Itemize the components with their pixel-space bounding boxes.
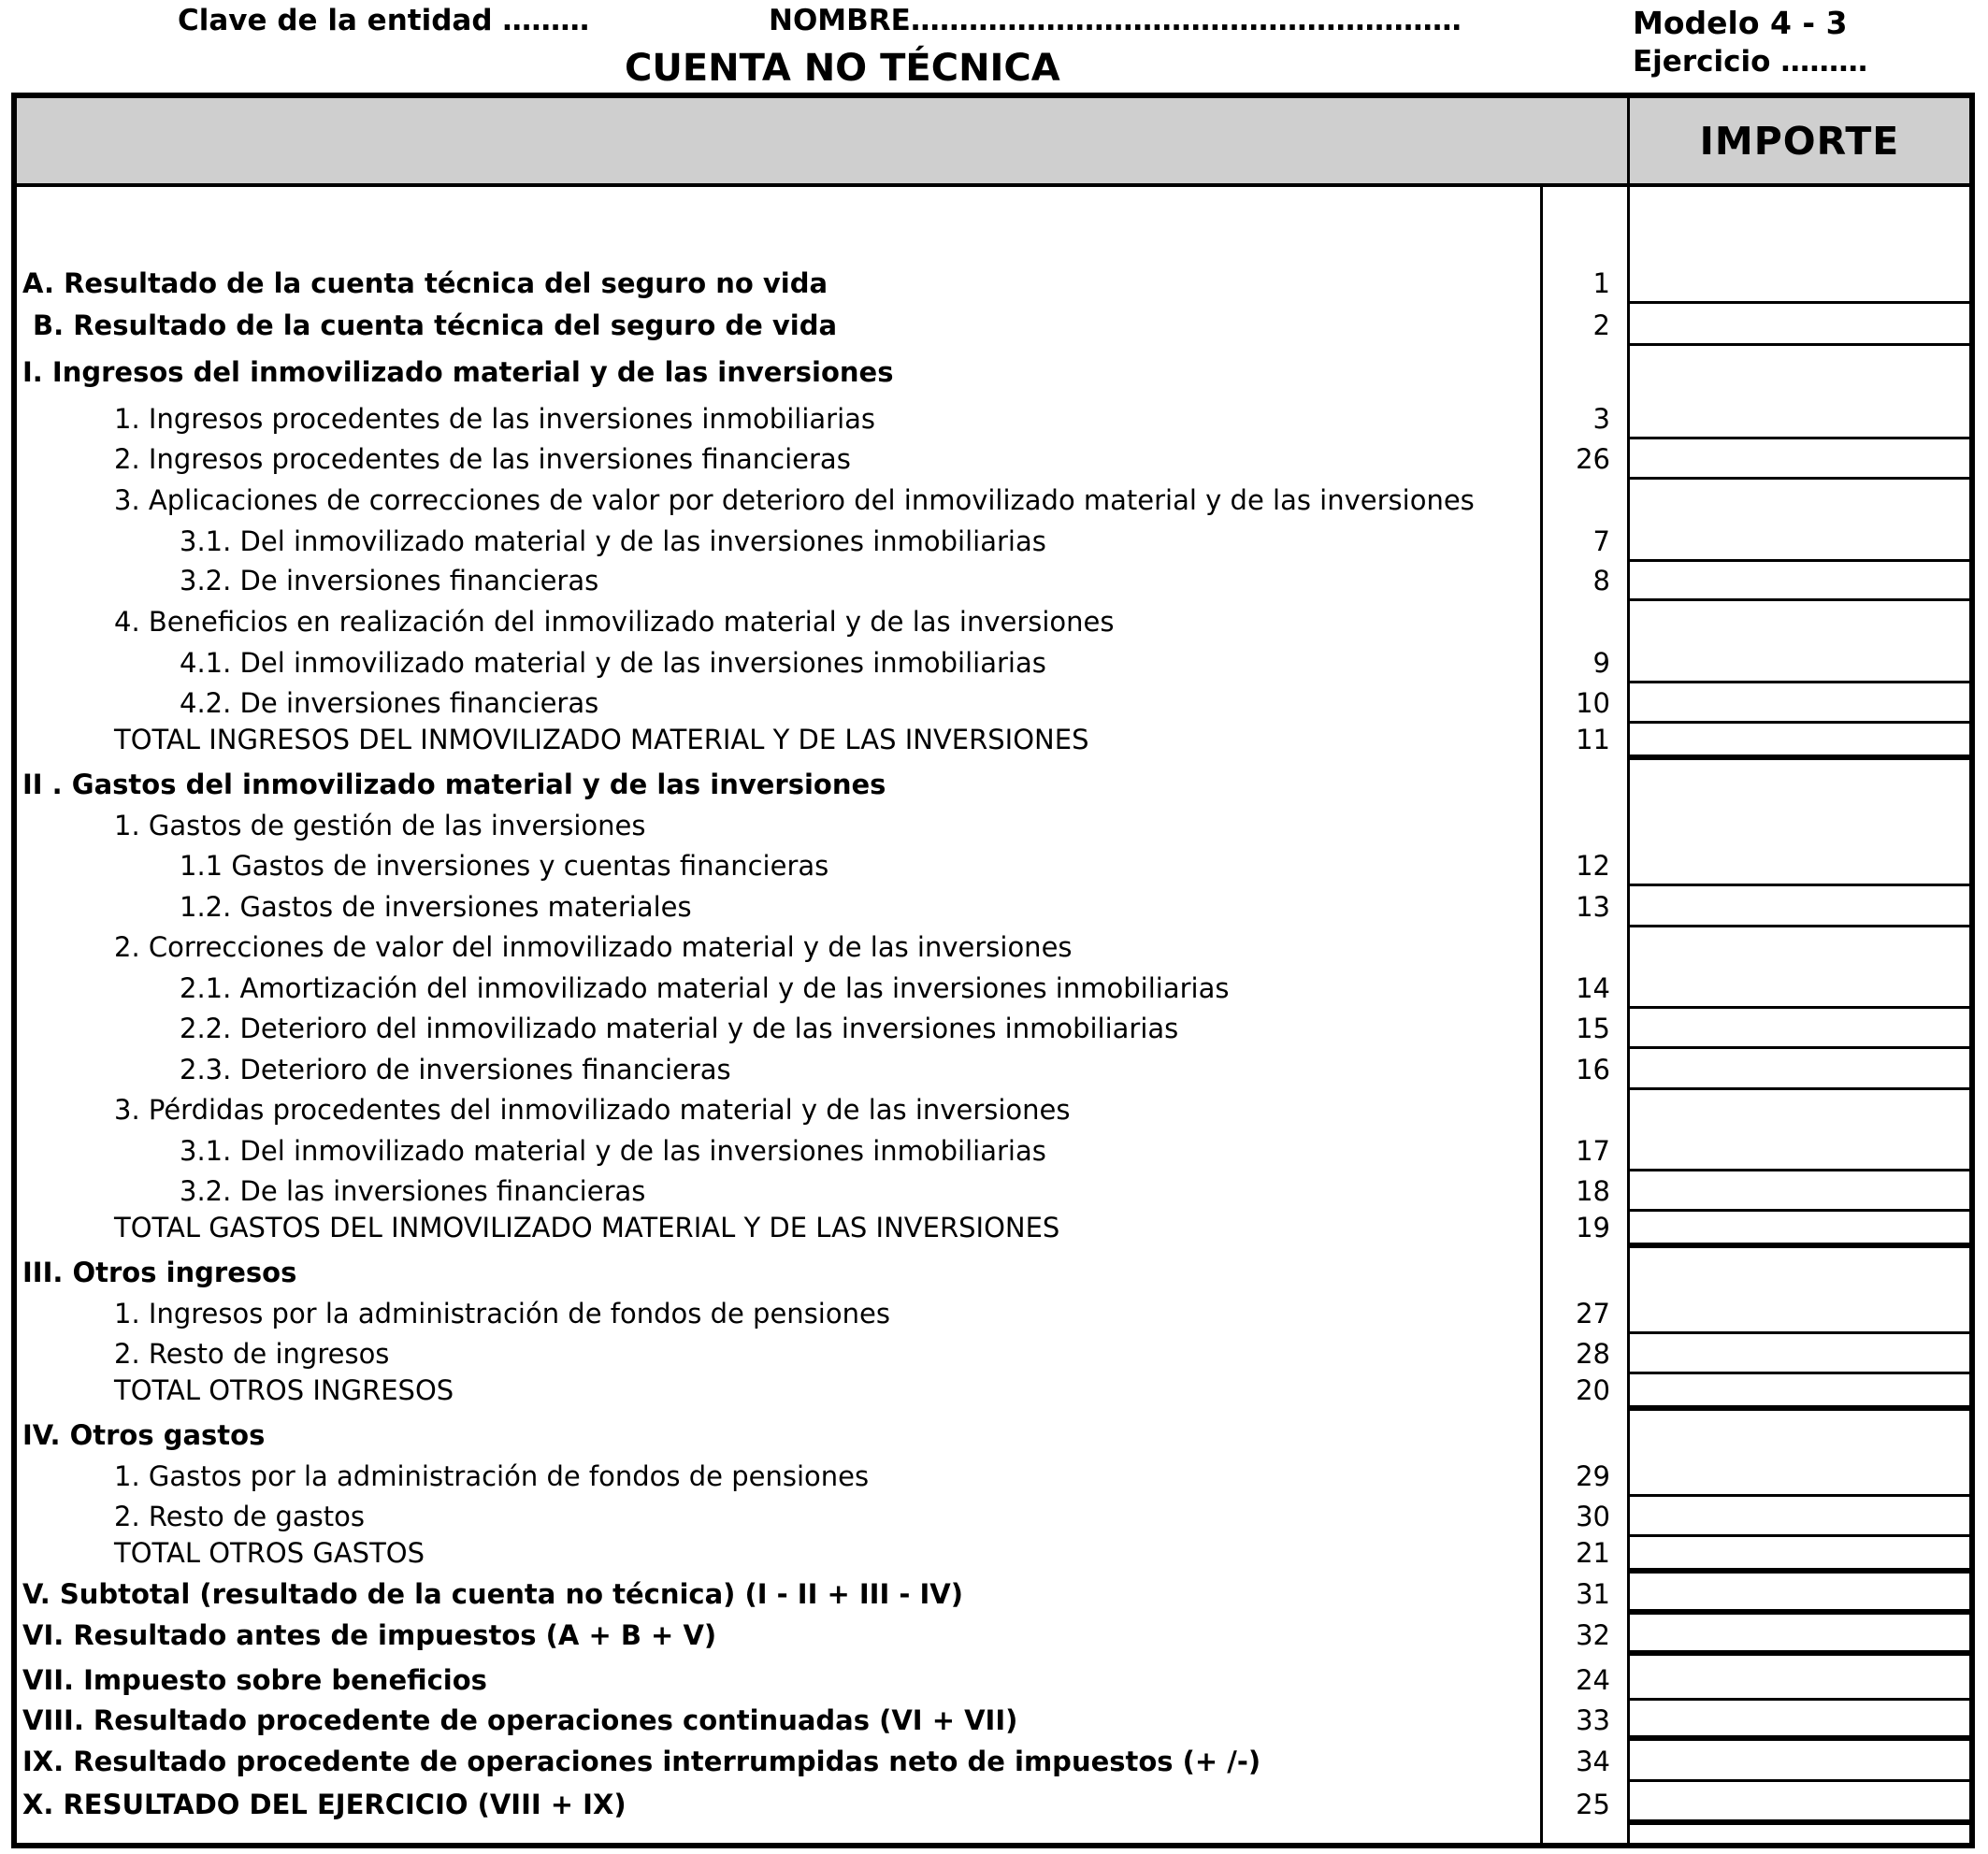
row-code: 10 [1576,687,1610,719]
row-code: 12 [1576,850,1610,882]
row-label: 1. Gastos por la administración de fondos de pensiones [114,1460,870,1492]
amount-input-cell[interactable] [1630,400,1969,439]
document-title: CUENTA NO TÉCNICA [625,47,1060,90]
row-label: 2.2. Deterioro del inmovilizado material y de las inversiones inmobiliarias [180,1013,1179,1044]
row-code: 15 [1576,1013,1610,1044]
table-row [17,346,1969,393]
table-row [17,846,1969,886]
table-row [17,521,1969,562]
amount-input-cell[interactable] [1630,1372,1969,1411]
row-code: 14 [1576,972,1610,1004]
table-row [17,1537,1969,1574]
table-row [17,1701,1969,1741]
entity-name-field: NOMBRE………………………………………………… [769,4,1462,37]
table-row [17,1497,1969,1537]
table-row [17,439,1969,480]
amount-input-cell[interactable] [1630,1335,1969,1374]
table-row [17,393,1969,439]
amount-input-cell[interactable] [1630,265,1969,304]
row-label: I. Ingresos del inmovilizado material y de las inversiones [22,356,894,388]
row-label: 1.1 Gastos de inversiones y cuentas financieras [180,850,829,882]
table-row [17,760,1969,805]
row-label: VIII. Resultado procedente de operaciones continuadas (VI + VII) [22,1704,1018,1736]
table-row [17,1293,1969,1334]
row-code: 33 [1576,1704,1610,1736]
row-label: 2.1. Amortización del inmovilizado material y de las inversiones inmobiliarias [180,972,1230,1004]
amount-input-cell[interactable] [1630,1702,1969,1741]
row-label: X. RESULTADO DEL EJERCICIO (VIII + IX) [22,1789,627,1820]
row-code: 20 [1576,1374,1610,1406]
amount-input-cell[interactable] [1630,1010,1969,1049]
table-row [17,1782,1969,1825]
table-row [17,1212,1969,1248]
row-label: 3.2. De las inversiones financieras [180,1175,646,1207]
table-row [17,724,1969,760]
table-row [17,304,1969,346]
fiscal-year-field: Ejercicio ……… [1633,45,1868,79]
row-code: 9 [1592,647,1610,679]
row-code: 8 [1592,565,1610,596]
row-label: 1. Gastos de gestión de las inversiones [114,810,646,841]
table-row [17,187,1969,304]
table-row [17,1615,1969,1656]
row-label: 1. Ingresos procedentes de las inversiones inmobiliarias [114,403,876,435]
row-label: 2. Resto de gastos [114,1501,365,1532]
row-code: 29 [1576,1460,1610,1492]
row-code: 11 [1576,724,1610,755]
amount-input-cell[interactable] [1630,644,1969,683]
row-label: IV. Otros gastos [22,1419,266,1451]
row-label: TOTAL OTROS INGRESOS [114,1374,454,1406]
row-label: TOTAL OTROS GASTOS [114,1537,425,1569]
row-label: V. Subtotal (resultado de la cuenta no técnica) (I - II + III - IV) [22,1578,963,1610]
table-row [17,562,1969,601]
amount-input-cell[interactable] [1630,1617,1969,1656]
row-code: 28 [1576,1338,1610,1370]
row-label: 4.2. De inversiones financieras [180,687,599,719]
row-label: 1.2. Gastos de inversiones materiales [180,891,692,923]
table-row [17,480,1969,521]
amount-column-header: IMPORTE [1699,118,1900,164]
row-code: 19 [1576,1212,1610,1243]
table-row [17,1248,1969,1293]
amount-input-cell[interactable] [1630,888,1969,927]
amount-input-cell[interactable] [1630,562,1969,601]
table-row [17,805,1969,846]
row-label: A. Resultado de la cuenta técnica del seguro no vida [22,267,828,299]
amount-input-cell[interactable] [1630,1132,1969,1171]
row-code: 32 [1576,1619,1610,1651]
row-code: 2 [1592,309,1610,341]
row-label: 2. Correcciones de valor del inmovilizado material y de las inversiones [114,931,1073,963]
amount-input-cell[interactable] [1630,523,1969,562]
amount-input-cell[interactable] [1630,307,1969,346]
table-row [17,1130,1969,1171]
table-row [17,683,1969,724]
row-label: TOTAL GASTOS DEL INMOVILIZADO MATERIAL Y DE LAS INVERSIONES [114,1212,1060,1243]
amount-input-cell[interactable] [1630,1051,1969,1090]
table-row [17,1009,1969,1049]
row-code: 13 [1576,891,1610,923]
amount-input-cell[interactable] [1630,1786,1969,1825]
row-label: 4.1. Del inmovilizado material y de las inversiones inmobiliarias [180,647,1046,679]
amount-input-cell[interactable] [1630,1498,1969,1537]
row-code: 31 [1576,1578,1610,1610]
table-row [17,1171,1969,1212]
row-code: 1 [1592,267,1610,299]
row-label: 3.2. De inversiones financieras [180,565,599,596]
row-code: 30 [1576,1501,1610,1532]
model-number: Modelo 4 - 3 [1633,5,1848,41]
amount-input-cell[interactable] [1630,440,1969,480]
row-label: 2. Resto de ingresos [114,1338,390,1370]
row-label: 2. Ingresos procedentes de las inversiones financieras [114,443,851,475]
amount-input-cell[interactable] [1630,847,1969,886]
table-row [17,601,1969,642]
row-code: 7 [1592,525,1610,557]
row-code: 24 [1576,1664,1610,1696]
amount-input-cell[interactable] [1630,1172,1969,1212]
row-code: 26 [1576,443,1610,475]
row-label: 1. Ingresos por la administración de fondos de pensiones [114,1298,890,1329]
row-label: 3.1. Del inmovilizado material y de las inversiones inmobiliarias [180,1135,1046,1167]
table-row [17,1656,1969,1701]
row-label: VI. Resultado antes de impuestos (A + B + V) [22,1619,717,1651]
amount-input-cell[interactable] [1630,970,1969,1009]
row-code: 27 [1576,1298,1610,1329]
row-label: IX. Resultado procedente de operaciones interrumpidas neto de impuestos (+ /-) [22,1746,1261,1777]
table-row [17,1374,1969,1411]
table-row [17,927,1969,968]
table-row [17,1411,1969,1456]
table-row [17,1741,1969,1782]
row-label: 3. Pérdidas procedentes del inmovilizado material y de las inversiones [114,1094,1071,1126]
amount-input-cell[interactable] [1630,1534,1969,1574]
amount-input-cell[interactable] [1630,1575,1969,1615]
row-code: 21 [1576,1537,1610,1569]
table-row [17,1574,1969,1615]
row-label: III. Otros ingresos [22,1257,297,1288]
row-code: 34 [1576,1746,1610,1777]
amount-input-cell[interactable] [1630,1743,1969,1782]
row-label: 3. Aplicaciones de correcciones de valor por deterioro del inmovilizado material y de las inversiones [114,484,1475,516]
row-label: 2.3. Deterioro de inversiones financieras [180,1054,731,1085]
entity-key-field: Clave de la entidad ……… [178,4,590,37]
table-row [17,1334,1969,1374]
row-label: B. Resultado de la cuenta técnica del seguro de vida [33,309,838,341]
row-label: TOTAL INGRESOS DEL INMOVILIZADO MATERIAL Y DE LAS INVERSIONES [114,724,1089,755]
amount-input-cell[interactable] [1630,1661,1969,1701]
row-label: II . Gastos del inmovilizado material y de las inversiones [22,769,886,800]
table-row [17,1049,1969,1090]
table-row [17,1456,1969,1497]
table-row [17,886,1969,927]
account-table [11,93,1975,1848]
row-label: 3.1. Del inmovilizado material y de las inversiones inmobiliarias [180,525,1046,557]
row-code: 3 [1592,403,1610,435]
table-row [17,968,1969,1009]
row-label: VII. Impuesto sobre beneficios [22,1664,487,1696]
amount-input-cell[interactable] [1630,1295,1969,1334]
row-code: 17 [1576,1135,1610,1167]
amount-input-cell[interactable] [1630,684,1969,724]
table-row [17,642,1969,683]
row-code: 18 [1576,1175,1610,1207]
row-code: 25 [1576,1789,1610,1820]
row-code: 16 [1576,1054,1610,1085]
table-row [17,1090,1969,1130]
amount-input-cell[interactable] [1630,1209,1969,1248]
row-label: 4. Beneficios en realización del inmovilizado material y de las inversiones [114,606,1115,638]
amount-input-cell[interactable] [1630,1458,1969,1497]
amount-input-cell[interactable] [1630,721,1969,760]
